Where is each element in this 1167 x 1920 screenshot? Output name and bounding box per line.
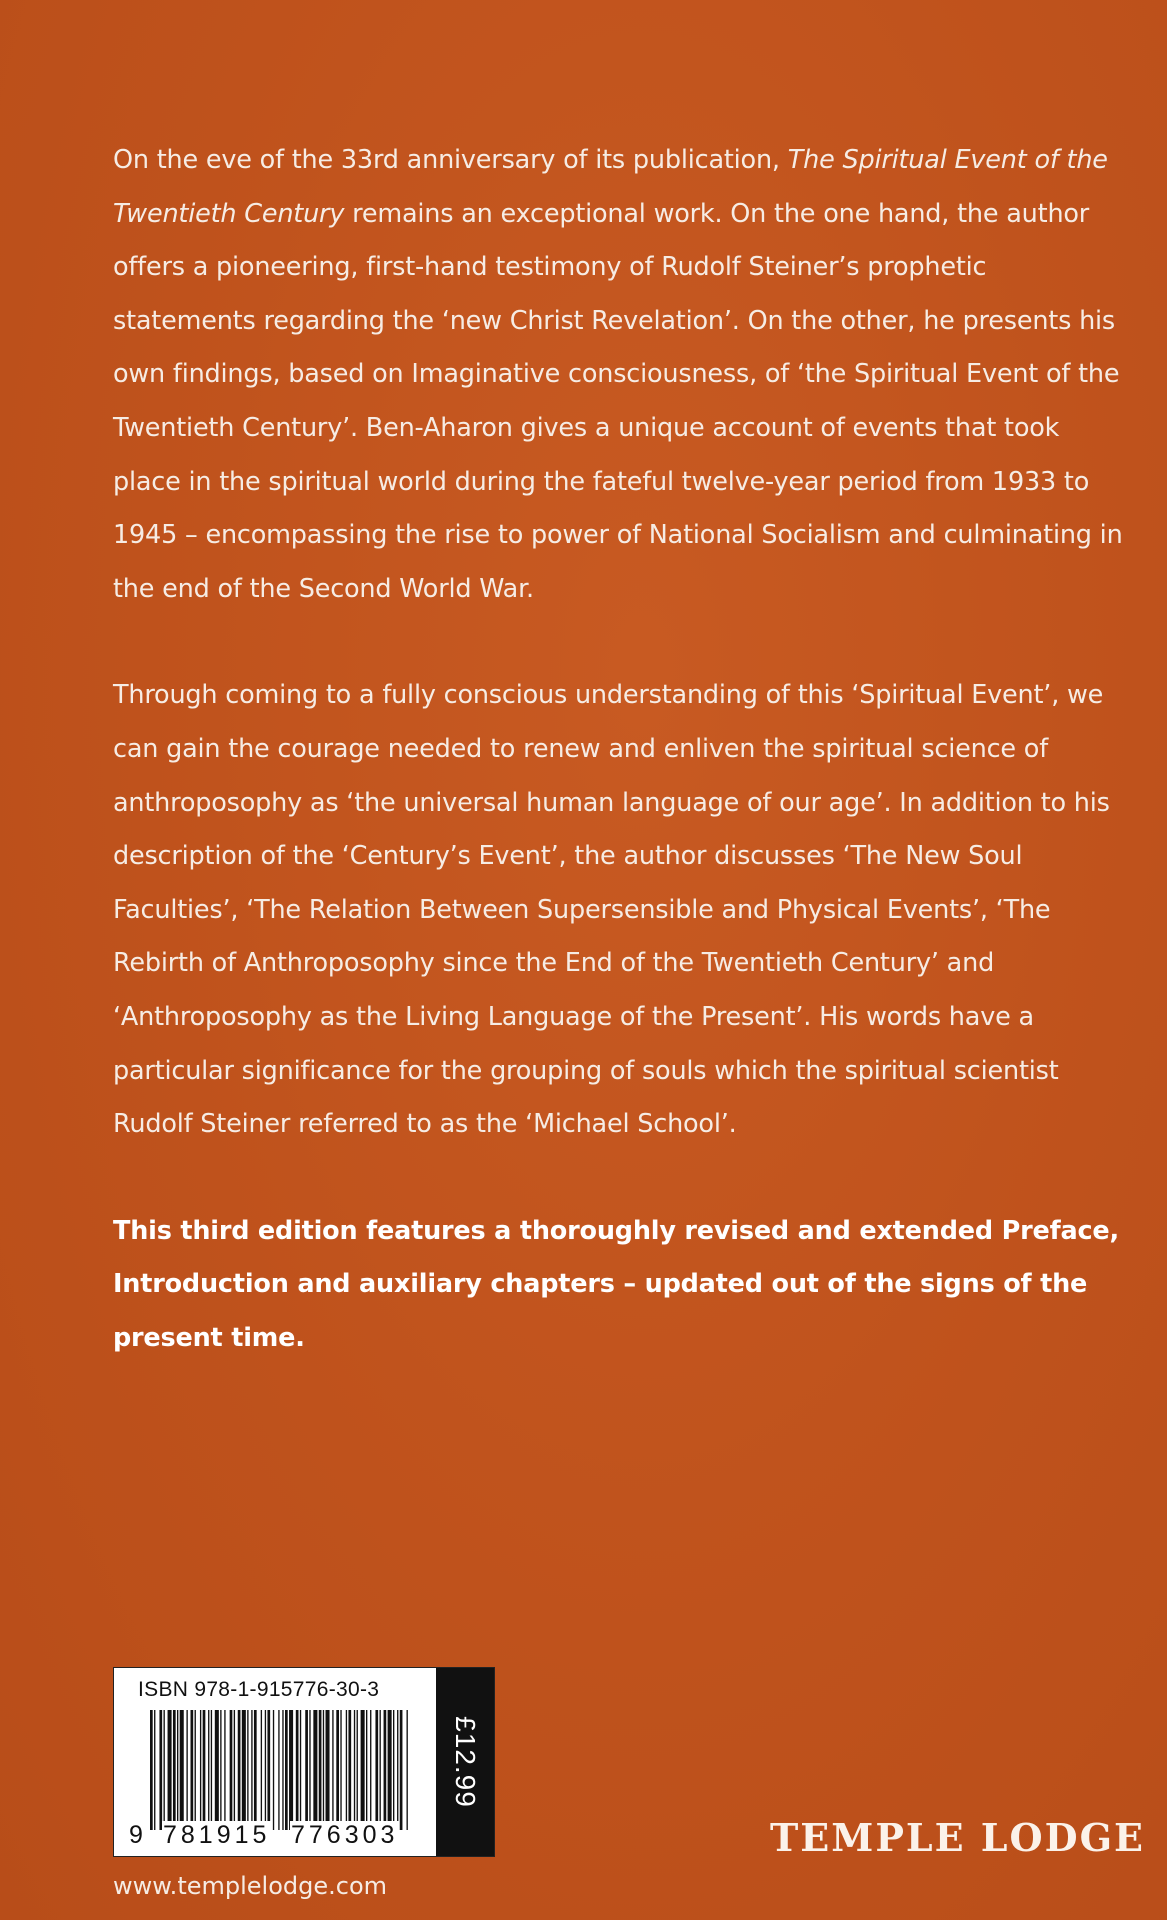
barcode-bar <box>180 1710 184 1830</box>
barcode-bar <box>300 1710 301 1830</box>
barcode-bar <box>282 1710 283 1830</box>
isbn-label: ISBN 978-1-915776-30-3 <box>138 1678 380 1701</box>
edition-note: This third edition features a thoroughly revised and extended Preface, Introduction and auxiliary chapters – updated out of the signs of the present time. <box>113 1215 1119 1353</box>
barcode-bar <box>154 1710 155 1830</box>
barcode-bar <box>289 1710 293 1830</box>
barcode-bar <box>208 1710 209 1830</box>
book-title: The Spiritual Event of the Twentieth Century <box>113 145 1108 229</box>
barcode-bar <box>265 1710 266 1830</box>
barcode-bar <box>346 1710 347 1830</box>
price-strip <box>436 1668 494 1856</box>
barcode-bar <box>326 1710 330 1830</box>
barcode-bar <box>224 1710 225 1830</box>
barcode-bar <box>186 1710 187 1830</box>
barcode-bar <box>254 1710 257 1830</box>
publisher-logo: TEMPLE LODGE <box>770 1815 1145 1860</box>
barcode-bar <box>375 1710 378 1830</box>
barcode-bar <box>336 1710 339 1830</box>
price: £12.99 <box>450 1716 482 1808</box>
barcode-icon <box>150 1710 410 1830</box>
barcode-bar <box>361 1710 365 1830</box>
barcode-bar <box>159 1710 162 1830</box>
barcode-bar <box>177 1710 178 1830</box>
barcode-bar <box>370 1710 371 1830</box>
barcode-bar <box>366 1710 367 1830</box>
blurb-paragraph-1 <box>113 134 1133 616</box>
barcode-bar <box>267 1710 270 1830</box>
blurb-paragraph-2: Through coming to a fully conscious understanding of this ‘Spiritual Event’, we can gain the courage needed to renew and enliven the spiritual science of anthroposophy as ‘the universal human language of our age’. In addition to his description of the ‘Century’s Event’, the author discusses ‘The New Soul Faculties’, ‘The Relation Between Supersensible and Physical Events’, ‘The Rebirth of Anthroposophy since the End of the Twentieth Century’ and ‘Anthroposophy as the Living Language of the Present’. His words have a particular significance for the grouping of souls which the spiritual scientist Rudolf Steiner referred to as the ‘Michael School’. <box>113 680 1110 1140</box>
barcode-digits-right: 776303 <box>291 1821 399 1849</box>
barcode-bar <box>173 1710 176 1830</box>
barcode-bar <box>309 1710 310 1830</box>
barcode-bar <box>313 1710 317 1830</box>
barcode-bar <box>195 1710 196 1830</box>
barcode-bar <box>285 1710 288 1830</box>
barcode-bar <box>191 1710 194 1830</box>
barcode-bar <box>203 1710 206 1830</box>
barcode-bar <box>332 1710 333 1830</box>
barcode-bar <box>278 1710 279 1830</box>
barcode-bar <box>393 1710 394 1830</box>
barcode-bar <box>305 1710 308 1830</box>
barcode-bar <box>164 1710 165 1830</box>
barcode-bar <box>388 1710 392 1830</box>
barcode-bar <box>211 1710 212 1830</box>
barcode-bar <box>251 1710 252 1830</box>
barcode-bar <box>384 1710 387 1830</box>
barcode-bar <box>242 1710 246 1830</box>
barcode-bar <box>407 1710 408 1830</box>
barcode-bar <box>220 1710 221 1830</box>
barcode-bar <box>296 1710 299 1830</box>
barcode-bar <box>261 1710 262 1830</box>
barcode-bar <box>234 1710 235 1830</box>
publisher-url[interactable]: www.templelodge.com <box>113 1872 388 1900</box>
blurb <box>113 134 1133 1365</box>
blurb-p1-intro: On the eve of the 33rd anniversary of its publication, <box>113 145 788 175</box>
barcode-bar <box>150 1710 153 1830</box>
blurb-p1-body: remains an exceptional work. On the one hand, the author offers a pioneering, first-hand testimony of Rudolf Steiner’s prophetic statements regarding the ‘new Christ Revelation’. On the other, he presents his own findings, based on Imaginative consciousness, of ‘the Spiritual Event of the Twentieth Century’. Ben-Aharon gives a unique account of events that took place in the spiritual world during the fateful twelve-year period from 1933 to 1945 – encompassing the rise to power of National Socialism and culminating in the end of the Second World War. <box>113 198 1123 604</box>
barcode-bar <box>168 1710 172 1830</box>
barcode-bar <box>397 1710 398 1830</box>
barcode-bar <box>273 1710 274 1830</box>
barcode-bar <box>357 1710 358 1830</box>
barcode-bar <box>340 1710 341 1830</box>
barcode-bar <box>354 1710 355 1830</box>
barcode-bar <box>400 1710 403 1830</box>
barcode-bar <box>215 1710 219 1830</box>
barcode-bar <box>319 1710 322 1830</box>
barcode-bar <box>348 1710 351 1830</box>
barcode-digit-first: 9 <box>129 1821 143 1849</box>
barcode-bar <box>323 1710 324 1830</box>
barcode-bar <box>238 1710 241 1830</box>
barcode-bar <box>247 1710 248 1830</box>
barcode-box <box>113 1667 495 1857</box>
barcode-bar <box>200 1710 201 1830</box>
barcode-digits-left: 781915 <box>163 1821 271 1849</box>
barcode-bar <box>380 1710 381 1830</box>
barcode-bar <box>230 1710 233 1830</box>
